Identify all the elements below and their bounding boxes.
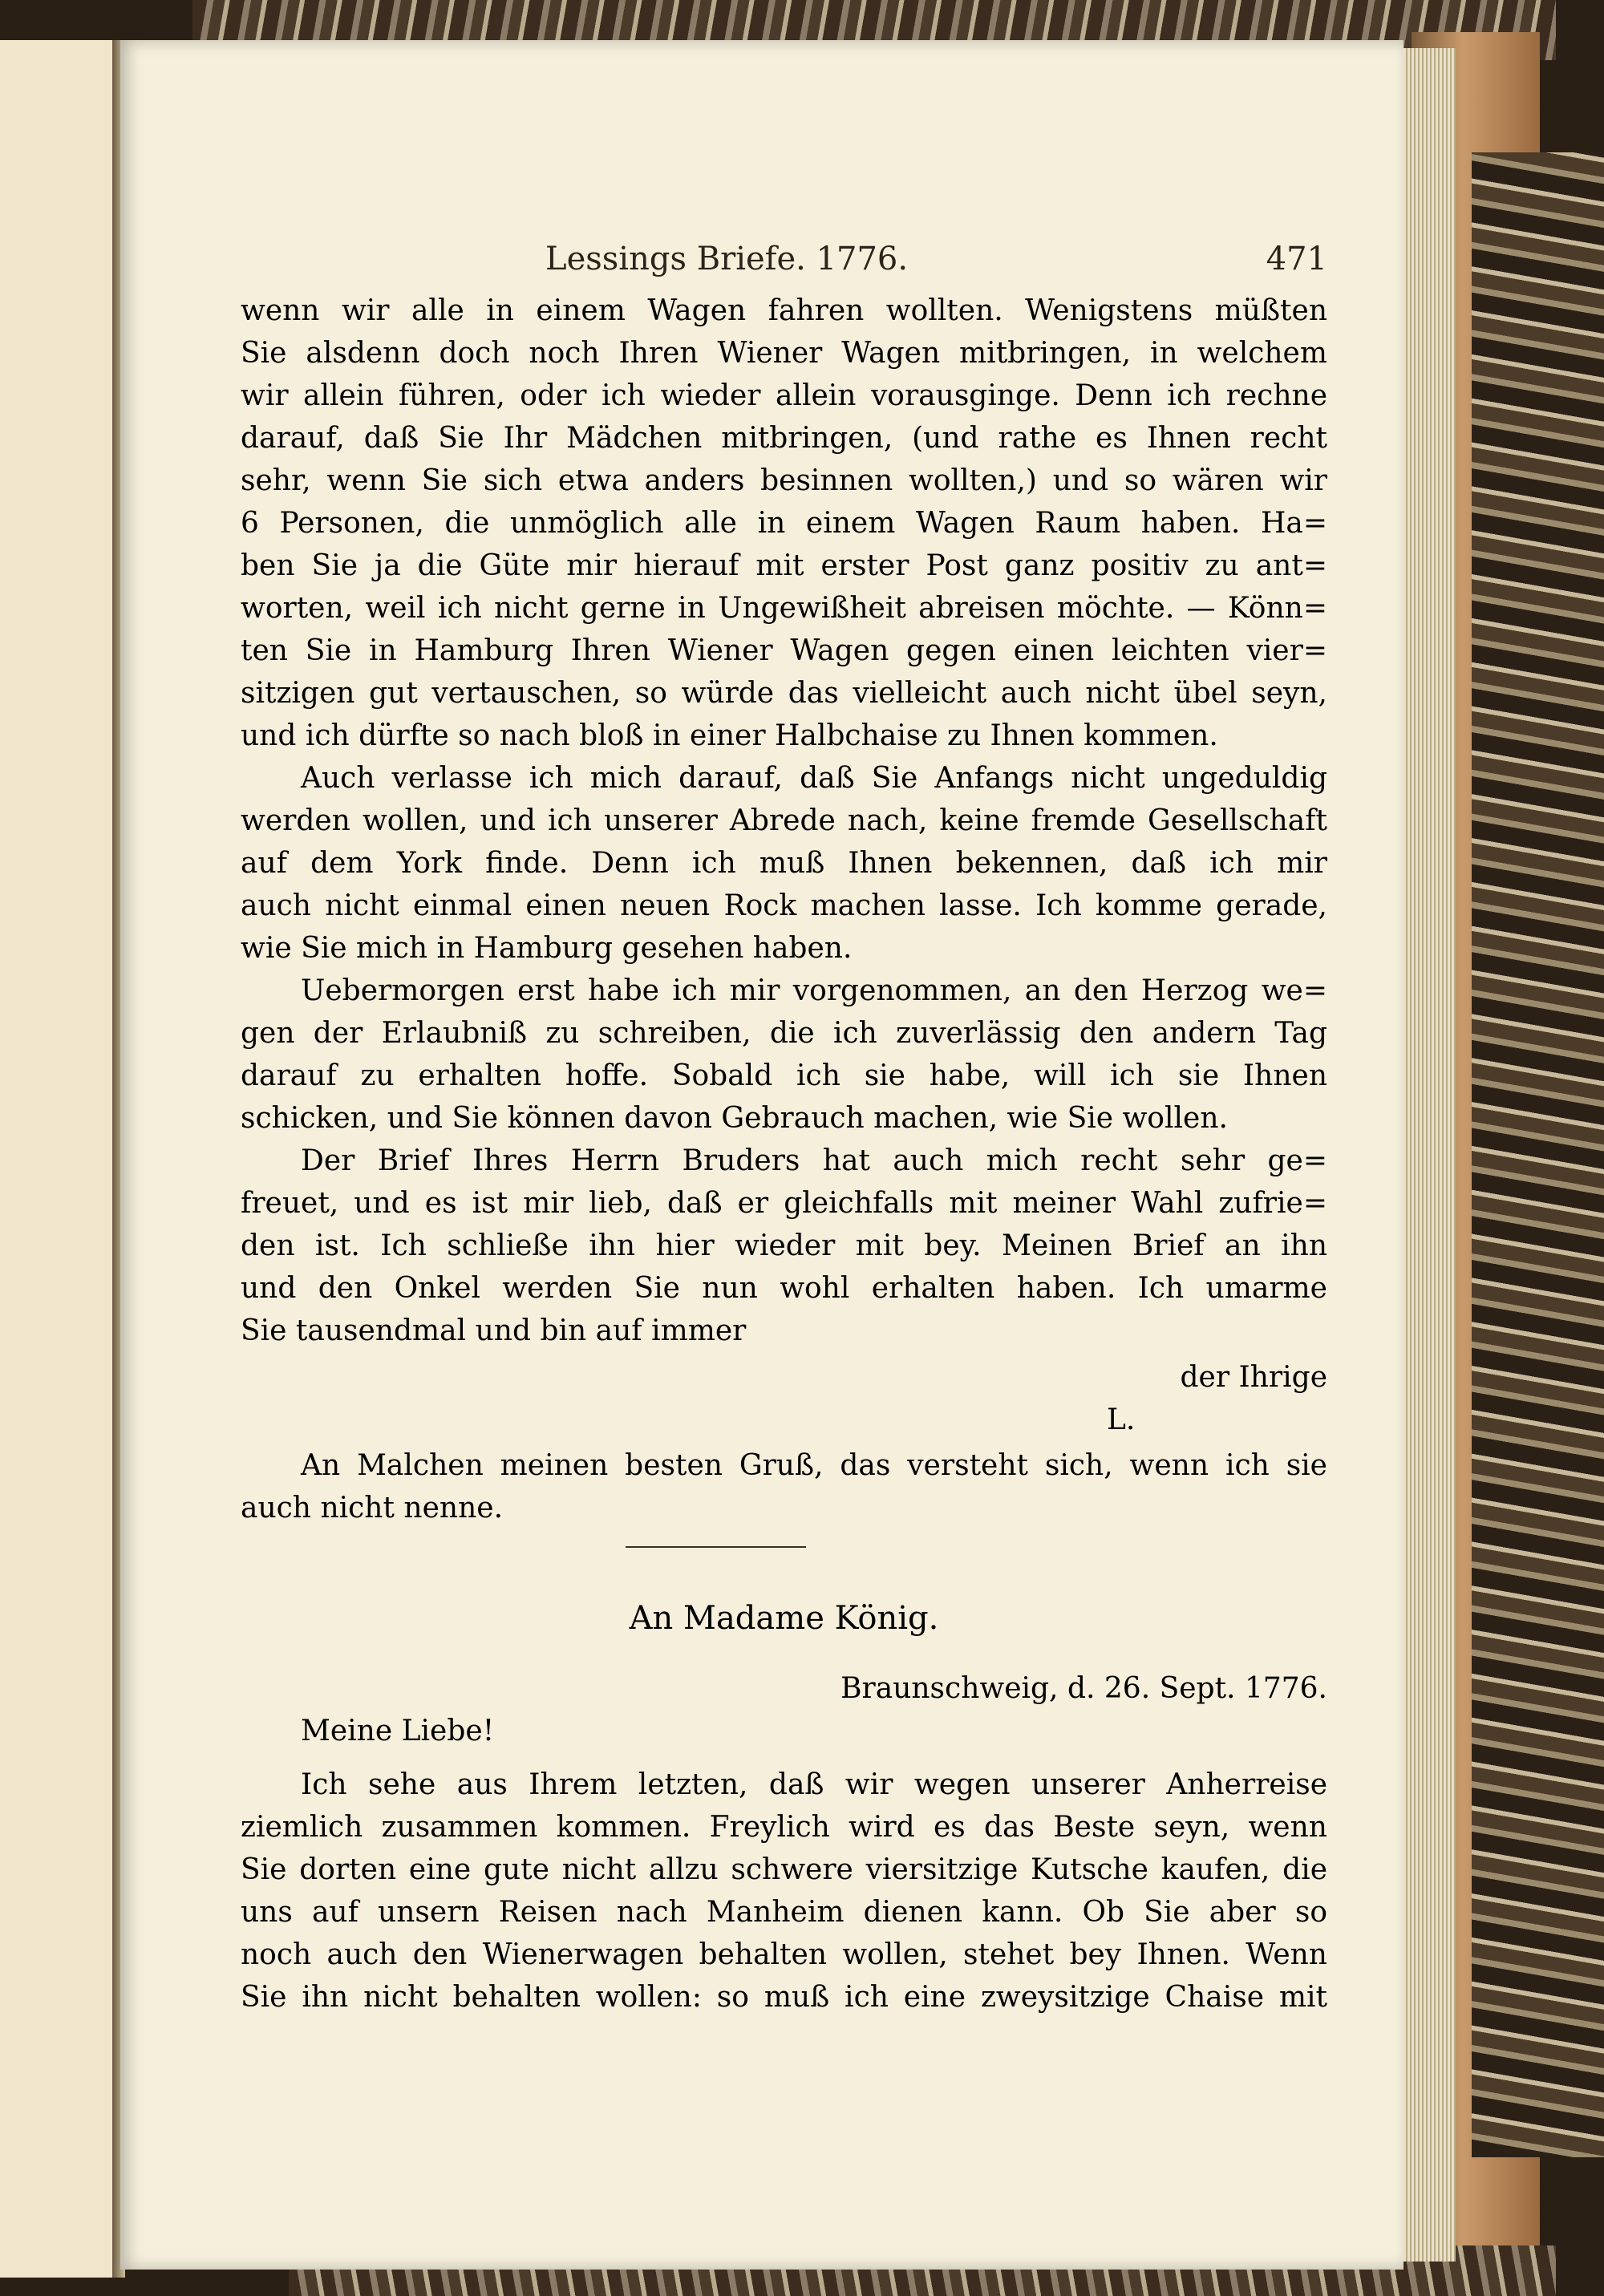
page-number: 471 <box>1266 241 1327 277</box>
text-line: Sie ihn nicht behalten wollen: so muß ich eine zweysitzige Chaise mit <box>241 1981 1327 2014</box>
left-page-edge <box>0 40 114 2278</box>
text-line: Uebermorgen erst habe ich mir vorgenommen, an den Herzog we= <box>301 974 1327 1007</box>
letter-signature: L. <box>1107 1403 1136 1436</box>
running-title: Lessings Briefe. 1776. <box>545 241 909 277</box>
postscript-line: An Malchen meinen besten Gruß, das versteht sich, wenn ich sie <box>301 1449 1327 1482</box>
book-page <box>120 40 1404 2270</box>
text-line: Auch verlasse ich mich darauf, daß Sie Anfangs nicht ungeduldig <box>301 762 1327 795</box>
letter-heading: An Madame König. <box>629 1600 939 1637</box>
letter-dateline: Braunschweig, d. 26. Sept. 1776. <box>840 1672 1327 1705</box>
postscript-line: auch nicht nenne. <box>241 1492 504 1525</box>
text-line: ziemlich zusammen kommen. Freylich wird es das Beste seyn, wenn <box>241 1811 1327 1844</box>
text-line: Sie dorten eine gute nicht allzu schwere viersitzige Kutsche kaufen, die <box>241 1853 1327 1886</box>
text-line: Sie alsdenn doch noch Ihren Wiener Wagen mitbringen, in welchem <box>241 337 1327 370</box>
text-line: gen der Erlaubniß zu schreiben, die ich zuverlässig den andern Tag <box>241 1017 1327 1050</box>
text-line: worten, weil ich nicht gerne in Ungewißheit abreisen möchte. — Könn= <box>241 592 1327 625</box>
page-stack-edge <box>1399 48 1456 2262</box>
text-line: auch nicht einmal einen neuen Rock machen lasse. Ich komme gerade, <box>241 889 1327 922</box>
text-line: sehr, wenn Sie sich etwa anders besinnen wollten,) und so wären wir <box>241 464 1327 497</box>
text-line: sitzigen gut vertauschen, so würde das vielleicht auch nicht übel seyn, <box>241 677 1327 710</box>
text-line: darauf, daß Sie Ihr Mädchen mitbringen, (und rathe es Ihnen recht <box>241 422 1327 455</box>
text-line: freuet, und es ist mir lieb, daß er gleichfalls mit meiner Wahl zufrie= <box>241 1187 1327 1220</box>
text-line: wenn wir alle in einem Wagen fahren wollten. Wenigstens müßten <box>241 294 1327 327</box>
letter-salutation: Meine Liebe! <box>301 1715 495 1747</box>
text-line: den ist. Ich schließe ihn hier wieder mit bey. Meinen Brief an ihn <box>241 1229 1327 1262</box>
text-line: Ich sehe aus Ihrem letzten, daß wir wegen unserer Anherreise <box>301 1768 1327 1801</box>
marbled-edge-right <box>1472 152 1604 2157</box>
text-line: ben Sie ja die Güte mir hierauf mit erster Post ganz positiv zu ant= <box>241 549 1327 582</box>
letter-closing: der Ihrige <box>1180 1361 1327 1394</box>
text-line: werden wollen, und ich unserer Abrede nach, keine fremde Gesellschaft <box>241 804 1327 837</box>
text-line: Der Brief Ihres Herrn Bruders hat auch mich recht sehr ge= <box>301 1144 1327 1177</box>
text-line: schicken, und Sie können davon Gebrauch machen, wie Sie wollen. <box>241 1102 1228 1135</box>
text-line: noch auch den Wienerwagen behalten wollen, stehet bey Ihnen. Wenn <box>241 1938 1327 1971</box>
text-line: ten Sie in Hamburg Ihren Wiener Wagen gegen einen leichten vier= <box>241 634 1327 667</box>
text-line: darauf zu erhalten hoffe. Sobald ich sie habe, will ich sie Ihnen <box>241 1059 1327 1092</box>
text-line: 6 Personen, die unmöglich alle in einem Wagen Raum haben. Ha= <box>241 507 1327 540</box>
text-line: auf dem York finde. Denn ich muß Ihnen bekennen, daß ich mir <box>241 847 1327 880</box>
section-divider <box>626 1546 806 1548</box>
running-header <box>241 241 1327 289</box>
text-line: wie Sie mich in Hamburg gesehen haben. <box>241 932 853 965</box>
text-line: und ich dürfte so nach bloß in einer Halbchaise zu Ihnen kommen. <box>241 719 1218 752</box>
text-line: uns auf unsern Reisen nach Manheim dienen kann. Ob Sie aber so <box>241 1896 1327 1929</box>
text-line: wir allein führen, oder ich wieder allein vorausginge. Denn ich rechne <box>241 379 1327 412</box>
text-line: Sie tausendmal und bin auf immer <box>241 1314 747 1347</box>
text-line: und den Onkel werden Sie nun wohl erhalten haben. Ich umarme <box>241 1272 1327 1305</box>
